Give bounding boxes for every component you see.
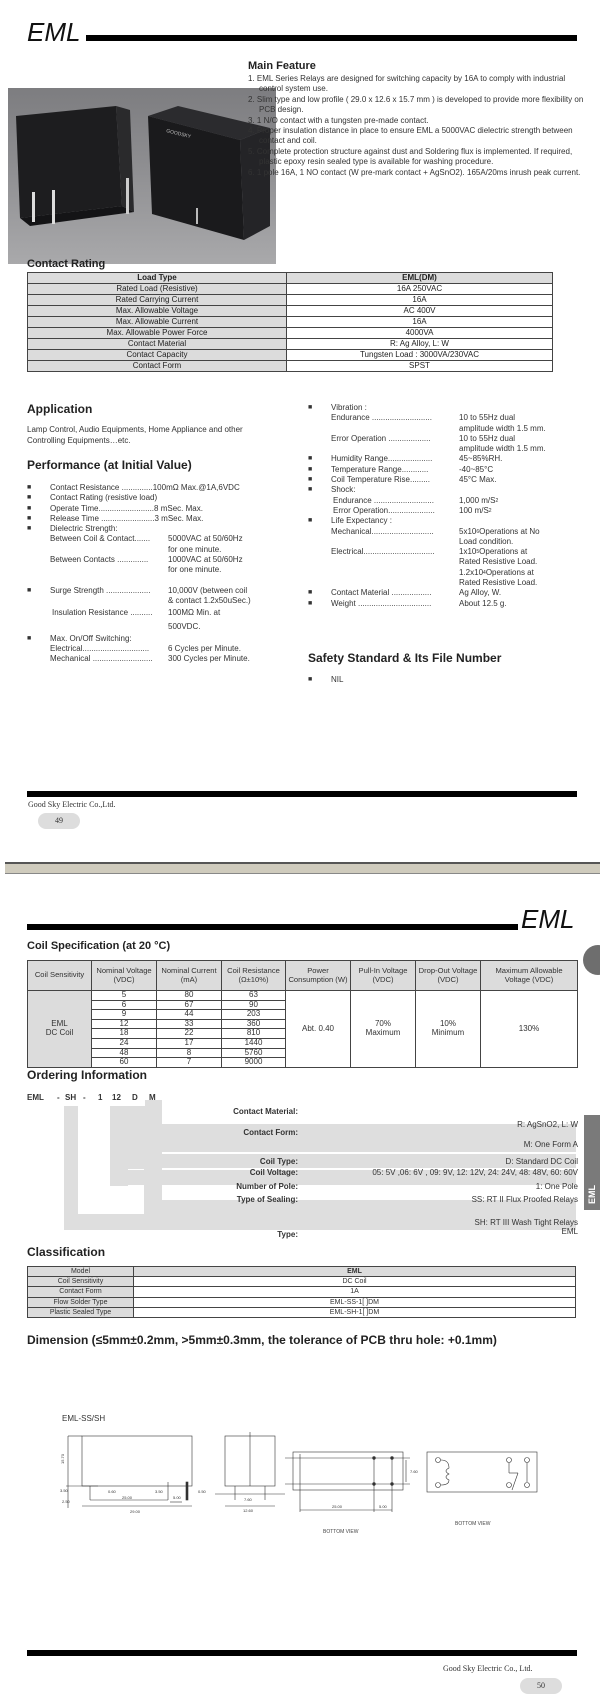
main-feature-heading: Main Feature bbox=[248, 60, 316, 72]
bullet-icon: ■ bbox=[308, 476, 313, 484]
table-header-row bbox=[28, 961, 578, 991]
company-name: Good Sky Electric Co., Ltd. bbox=[443, 1664, 533, 1673]
bullet-icon: ■ bbox=[27, 634, 32, 642]
bullet-icon: ■ bbox=[27, 504, 32, 512]
spec-value: 10,000V (between coil bbox=[168, 585, 248, 595]
bullet-icon: ■ bbox=[27, 484, 32, 491]
spec-row bbox=[308, 557, 593, 567]
spec-value: 1,000 m/S bbox=[459, 495, 496, 505]
bottom-view-label: BOTTOM VIEW bbox=[455, 1521, 491, 1527]
resistance-cell: 63 bbox=[222, 991, 286, 1001]
row-value: DC Coil bbox=[134, 1277, 576, 1287]
classification-table bbox=[27, 1266, 576, 1318]
spec-label: Max. On/Off Switching: bbox=[50, 633, 132, 643]
spec-value: 5000VAC at 50/60Hz bbox=[168, 534, 243, 544]
dim-d2: 3.50 bbox=[155, 1489, 163, 1494]
order-field-value: SS: RT II Flux Proofed Relays bbox=[471, 1195, 578, 1204]
resistance-cell: 90 bbox=[222, 1000, 286, 1010]
resistance-cell: 360 bbox=[222, 1019, 286, 1029]
coil-sensitivity-cell bbox=[28, 991, 92, 1068]
classification-heading: Classification bbox=[27, 1245, 106, 1259]
environment-specs bbox=[308, 403, 593, 609]
schematic-outline bbox=[427, 1452, 537, 1492]
table-row bbox=[28, 361, 553, 372]
voltage-cell: 48 bbox=[92, 1048, 157, 1058]
spec-label: Endurance ........................... bbox=[331, 413, 432, 423]
spec-label: Between Coil & Contact....... bbox=[50, 534, 151, 544]
spec-row bbox=[27, 654, 297, 664]
dim-w-pitch: 7.60 bbox=[244, 1497, 252, 1502]
dim-length: 29.00 bbox=[130, 1509, 141, 1514]
table-row bbox=[28, 306, 553, 317]
row-key: Max. Allowable Power Force bbox=[28, 328, 287, 339]
spec-row bbox=[308, 527, 593, 537]
dim-bv-d: 5.00 bbox=[379, 1504, 387, 1509]
ordering-heading: Ordering Information bbox=[27, 1068, 147, 1082]
footer-rule bbox=[27, 1650, 577, 1656]
page-title: EML bbox=[27, 17, 81, 47]
spec-row bbox=[27, 534, 297, 544]
superscript: 2 bbox=[495, 497, 499, 504]
table-row bbox=[28, 295, 553, 306]
spec-value: 5x10 bbox=[459, 526, 477, 536]
bullet-icon: ■ bbox=[27, 525, 32, 533]
spec-label: Contact Rating (resistive load) bbox=[50, 493, 158, 503]
current-cell: 7 bbox=[157, 1058, 222, 1068]
table-row bbox=[28, 1267, 576, 1277]
bullet-icon: ■ bbox=[308, 517, 313, 525]
spec-value: About 12.5 g. bbox=[459, 598, 507, 608]
spec-row bbox=[308, 537, 593, 547]
row-key: Plastic Sealed Type bbox=[28, 1307, 134, 1317]
order-code-contact: M bbox=[149, 1093, 156, 1102]
spec-label: Electrical.............................. bbox=[50, 644, 150, 654]
header-cell: Maximum Allowable Voltage (VDC) bbox=[481, 961, 578, 991]
spec-value: 1x10 bbox=[459, 547, 477, 557]
spec-value: 10 to 55Hz dual bbox=[459, 433, 516, 443]
spec-row bbox=[308, 424, 593, 434]
header-cell: Coil Resistance (Ω±10%) bbox=[222, 961, 286, 991]
spec-value: 6 Cycles per Minute. bbox=[168, 644, 241, 654]
row-key: Coil Sensitivity bbox=[28, 1277, 134, 1287]
spec-value: Operations at bbox=[479, 547, 528, 557]
spec-label: Vibration : bbox=[331, 403, 367, 412]
spec-value: Ag Alloy, W. bbox=[459, 588, 502, 598]
table-row bbox=[28, 284, 553, 295]
feature-item: 1. EML Series Relays are designed for switching capacity by 16A to comply with industrial control system use. bbox=[248, 74, 566, 94]
spec-row bbox=[27, 545, 297, 555]
application-text: Lamp Control, Audio Equipments, Home Appliance and other Controlling Equipments…etc. bbox=[27, 425, 243, 445]
page-number: 49 bbox=[38, 813, 80, 829]
dim-d3: 5.00 bbox=[173, 1495, 181, 1500]
row-value: EML bbox=[134, 1267, 576, 1277]
table-row bbox=[28, 1287, 576, 1297]
drop-out-value: Minimum bbox=[431, 1027, 465, 1037]
table-header-row bbox=[28, 273, 553, 284]
order-field-label: Type of Sealing: bbox=[236, 1195, 298, 1204]
current-cell: 33 bbox=[157, 1019, 222, 1029]
spec-row bbox=[27, 634, 297, 644]
spec-value: & contact 1.2x50uSec.) bbox=[168, 595, 251, 605]
connector-bar bbox=[64, 1106, 78, 1230]
spec-label: Humidity Range.................... bbox=[331, 454, 433, 464]
pull-in-value: 70% bbox=[374, 1019, 391, 1029]
spec-value: 100mΩ Max.@1A,6VDC bbox=[152, 483, 240, 492]
relay-photo bbox=[8, 88, 276, 264]
spec-value: 300 Cycles per Minute. bbox=[168, 654, 250, 664]
row-value: Tungsten Load : 3000VA/230VAC bbox=[287, 350, 553, 361]
spec-row bbox=[308, 547, 593, 557]
main-feature bbox=[248, 60, 588, 178]
svg-text:GOODSKY: GOODSKY bbox=[165, 128, 192, 141]
bullet-icon: ■ bbox=[308, 455, 313, 463]
bullet-icon: ■ bbox=[308, 599, 313, 607]
row-value: 16A 250VAC bbox=[287, 284, 553, 295]
header-cell: Coil Sensitivity bbox=[28, 961, 92, 991]
current-cell: 8 bbox=[157, 1048, 222, 1058]
current-cell: 67 bbox=[157, 1000, 222, 1010]
spec-value: 100MΩ Min. at bbox=[168, 608, 221, 618]
row-key: Rated Load (Resistive) bbox=[28, 284, 287, 295]
spec-row bbox=[308, 599, 593, 609]
spec-value: 500VDC. bbox=[168, 621, 201, 631]
order-code-sealing: SH bbox=[65, 1093, 77, 1102]
spec-label: Between Contacts .............. bbox=[50, 555, 149, 565]
bottom-view-outline bbox=[293, 1452, 403, 1490]
spec-row bbox=[308, 516, 593, 526]
row-key: Flow Solder Type bbox=[28, 1297, 134, 1307]
bullet-icon: ■ bbox=[27, 514, 32, 522]
dim-height: 15.70 bbox=[60, 1453, 65, 1464]
feature-item: 5. Complete protection structure against dust and Soldering flux is implemented. If required, plastic epoxy resin sealed type is available for washing procedure. bbox=[248, 146, 573, 167]
row-key: Contact Form bbox=[28, 361, 287, 372]
spec-value: Rated Resistive Load. bbox=[459, 557, 538, 567]
bullet-icon: ■ bbox=[308, 486, 313, 494]
bottom-view-label: BOTTOM VIEW bbox=[323, 1529, 359, 1535]
order-field-label: Coil Type: bbox=[259, 1157, 298, 1166]
spec-label: Shock: bbox=[331, 485, 356, 495]
spec-row bbox=[27, 483, 297, 493]
spec-label: Weight ................................. bbox=[331, 598, 432, 608]
header-cell: Pull-In Voltage (VDC) bbox=[351, 961, 416, 991]
voltage-cell: 6 bbox=[92, 1000, 157, 1010]
superscript: 6 bbox=[476, 528, 480, 535]
order-field-value: M: One Form A bbox=[523, 1140, 578, 1149]
dim-bv-pitch: 25.00 bbox=[332, 1504, 343, 1509]
superscript: 5 bbox=[476, 549, 480, 556]
order-field-value: R: AgSnO2, L: W bbox=[517, 1120, 578, 1129]
spec-row bbox=[308, 465, 593, 475]
spec-label: Release Time ........................ bbox=[50, 513, 155, 523]
row-key: Contact Capacity bbox=[28, 350, 287, 361]
row-key: Model bbox=[28, 1267, 134, 1277]
spec-row bbox=[27, 596, 297, 606]
spec-label: Surge Strength .................... bbox=[50, 585, 151, 595]
row-value: R: Ag Alloy, L: W bbox=[287, 339, 553, 350]
order-code-dash: - bbox=[57, 1093, 60, 1102]
order-field-label: Number of Pole: bbox=[236, 1182, 298, 1191]
resistance-cell: 5760 bbox=[222, 1048, 286, 1058]
table-row bbox=[28, 317, 553, 328]
spec-row bbox=[308, 578, 593, 588]
page-separator bbox=[5, 862, 600, 874]
row-value: 1A bbox=[134, 1287, 576, 1297]
safety-list bbox=[308, 675, 343, 685]
spec-value: 100 m/S bbox=[459, 505, 489, 515]
feature-item: 4. Proper insulation distance in place to ensure EML a 5000VAC dielectric strength between contact and coil. bbox=[248, 126, 573, 146]
spec-row bbox=[308, 413, 593, 423]
dimension-heading: Dimension (≤5mm±0.2mm, >5mm±0.3mm, the tolerance of PCB thru hole: +0.1mm) bbox=[27, 1333, 497, 1347]
spec-value: -40~85°C bbox=[459, 464, 494, 474]
order-code-voltage: 12 bbox=[112, 1093, 121, 1102]
spec-value: for one minute. bbox=[168, 565, 222, 575]
contact-rating-heading: Contact Rating bbox=[27, 258, 106, 270]
spec-row bbox=[27, 504, 297, 514]
bullet-icon: ■ bbox=[308, 465, 313, 473]
dim-d1: 0.60 bbox=[108, 1489, 116, 1494]
header-cell: Nominal Current (mA) bbox=[157, 961, 222, 991]
safety-value: NIL bbox=[331, 675, 344, 684]
voltage-cell: 5 bbox=[92, 991, 157, 1001]
spec-value: Operations at bbox=[485, 567, 534, 577]
table-row bbox=[28, 1297, 576, 1307]
dim-pitch: 25.00 bbox=[122, 1495, 133, 1500]
spec-label: Mechanical ........................... bbox=[50, 654, 153, 664]
current-cell: 17 bbox=[157, 1038, 222, 1048]
spec-value: 1000VAC at 50/60Hz bbox=[168, 555, 243, 565]
sensitivity-line: DC Coil bbox=[45, 1027, 74, 1037]
side-tab-label: EML bbox=[587, 1185, 597, 1204]
voltage-cell: 24 bbox=[92, 1038, 157, 1048]
current-cell: 44 bbox=[157, 1010, 222, 1020]
spec-row bbox=[27, 565, 297, 575]
table-row bbox=[28, 991, 578, 1001]
spec-value: Operations at No bbox=[479, 526, 540, 536]
dimension-drawing bbox=[60, 1430, 580, 1520]
spec-row bbox=[308, 568, 593, 578]
spec-row bbox=[308, 496, 593, 506]
spec-row bbox=[27, 644, 297, 654]
spec-row bbox=[308, 485, 593, 495]
spec-row bbox=[308, 444, 593, 454]
row-value: AC 400V bbox=[287, 306, 553, 317]
dim-width: 12.60 bbox=[243, 1508, 254, 1513]
row-key: Max. Allowable Current bbox=[28, 317, 287, 328]
row-value: SPST bbox=[287, 361, 553, 372]
power-cell: Abt. 0.40 bbox=[286, 991, 351, 1068]
resistance-cell: 9000 bbox=[222, 1058, 286, 1068]
performance-list bbox=[27, 483, 297, 665]
spec-value: 1.2x10 bbox=[459, 567, 484, 577]
order-field-value: 05: 5V ,06: 6V , 09: 9V, 12: 12V, 24: 24V, 48: 48V, 60: 60V bbox=[372, 1168, 578, 1177]
order-field-label: Contact Form: bbox=[243, 1128, 298, 1137]
resistance-cell: 810 bbox=[222, 1029, 286, 1039]
relay-photo-image bbox=[8, 88, 276, 264]
spec-row bbox=[308, 403, 593, 413]
title-rule bbox=[27, 924, 518, 930]
superscript: 2 bbox=[488, 507, 492, 514]
bullet-icon: ■ bbox=[27, 494, 32, 502]
order-field-value: D: Standard DC Coil bbox=[505, 1157, 578, 1166]
coil-spec-heading: Coil Specification (at 20 °C) bbox=[27, 940, 171, 952]
row-value: 16A bbox=[287, 295, 553, 306]
spec-value: 8 mSec. Max. bbox=[154, 503, 203, 513]
spec-value: Rated Resistive Load. bbox=[459, 578, 538, 588]
voltage-cell: 60 bbox=[92, 1058, 157, 1068]
footer-rule bbox=[27, 791, 577, 797]
spec-row bbox=[308, 434, 593, 444]
spec-label: Contact Resistance .............. bbox=[50, 483, 153, 492]
spec-label: Temperature Range............ bbox=[331, 464, 429, 474]
dim-d4: 0.50 bbox=[198, 1489, 206, 1494]
spec-row bbox=[308, 675, 343, 685]
spec-row bbox=[27, 608, 297, 618]
page-title: EML bbox=[521, 904, 575, 934]
title-rule bbox=[86, 35, 577, 41]
row-value: 16A bbox=[287, 317, 553, 328]
performance-heading: Performance (at Initial Value) bbox=[27, 458, 192, 472]
dim-pin: 3.50 bbox=[60, 1488, 68, 1493]
header-cell: Nominal Voltage (VDC) bbox=[92, 961, 157, 991]
safety-heading: Safety Standard & Its File Number bbox=[308, 651, 502, 665]
row-value: EML-SH-1[ ]DM bbox=[134, 1307, 576, 1317]
spec-value: 45~85%RH. bbox=[459, 454, 503, 464]
order-field-label: Type: bbox=[277, 1230, 298, 1239]
spec-value: 10 to 55Hz dual bbox=[459, 413, 516, 423]
order-code-pole: 1 bbox=[98, 1093, 103, 1102]
spec-label: Dielectric Strength: bbox=[50, 524, 118, 534]
spec-value: 45°C Max. bbox=[459, 475, 497, 485]
side-tab bbox=[584, 1115, 600, 1210]
feature-item: 2. Slim type and low profile ( 29.0 x 12.6 x 15.7 mm ) is developed to provide more flexibility on PCB design. bbox=[248, 94, 584, 115]
contact-rating-table bbox=[27, 272, 553, 372]
spec-label: Insulation Resistance .......... bbox=[52, 608, 153, 618]
spec-value: for one minute. bbox=[168, 544, 222, 554]
row-value: EML-SS-1[ ]DM bbox=[134, 1297, 576, 1307]
spec-label: Life Expectancy : bbox=[331, 516, 392, 526]
max-voltage-cell: 130% bbox=[481, 991, 578, 1068]
current-cell: 80 bbox=[157, 991, 222, 1001]
order-code-coil-type: D bbox=[132, 1093, 138, 1102]
feature-item: 3. 1 N/O contact with a tungsten pre-made contact. bbox=[248, 115, 429, 125]
current-cell: 22 bbox=[157, 1029, 222, 1039]
application-heading: Application bbox=[27, 402, 93, 416]
bullet-icon: ■ bbox=[308, 589, 313, 597]
spec-label: Error Operation..................... bbox=[333, 505, 435, 515]
spec-label: Error Operation ................... bbox=[331, 433, 431, 443]
voltage-cell: 9 bbox=[92, 1010, 157, 1020]
page-number: 50 bbox=[520, 1678, 562, 1694]
bullet-icon: ■ bbox=[308, 676, 313, 683]
resistance-cell: 1440 bbox=[222, 1038, 286, 1048]
sensitivity-line: EML bbox=[51, 1019, 68, 1029]
side-view-outline bbox=[82, 1436, 192, 1486]
header-cell: EML(DM) bbox=[287, 273, 553, 284]
spec-label: Contact Material .................. bbox=[331, 588, 432, 598]
spec-value: 3 mSec. Max. bbox=[154, 513, 204, 523]
company-name: Good Sky Electric Co.,Ltd. bbox=[28, 800, 116, 809]
order-field-value: SH: RT III Wash Tight Relays bbox=[474, 1218, 578, 1227]
dim-left-offset: 2.50 bbox=[62, 1499, 70, 1504]
table-row bbox=[28, 350, 553, 361]
feature-item: 6. 1 pole 16A, 1 NO contact (W pre-mark contact + AgSnO2). 165A/20ms inrush peak current. bbox=[248, 167, 581, 177]
spec-row bbox=[27, 586, 297, 596]
voltage-cell: 12 bbox=[92, 1019, 157, 1029]
spec-label: Electrical................................ bbox=[331, 547, 435, 557]
spec-row bbox=[27, 524, 297, 534]
order-field-value: EML bbox=[561, 1227, 578, 1236]
drop-out-cell bbox=[416, 991, 481, 1068]
spec-value: Load condition. bbox=[459, 536, 514, 546]
order-code-series: EML bbox=[27, 1093, 44, 1102]
bullet-icon: ■ bbox=[308, 404, 313, 411]
spec-row bbox=[27, 514, 297, 524]
spec-row bbox=[308, 454, 593, 464]
table-row bbox=[28, 328, 553, 339]
order-field-label: Coil Voltage: bbox=[249, 1168, 298, 1177]
header-cell: Load Type bbox=[28, 273, 287, 284]
dim-bv-w: 7.60 bbox=[410, 1469, 418, 1474]
row-key: Rated Carrying Current bbox=[28, 295, 287, 306]
header-cell: Drop-Out Voltage (VDC) bbox=[416, 961, 481, 991]
bullet-icon: ■ bbox=[27, 586, 32, 594]
spec-row bbox=[27, 493, 297, 503]
row-key: Max. Allowable Voltage bbox=[28, 306, 287, 317]
order-field-value: 1: One Pole bbox=[535, 1182, 578, 1191]
spec-row bbox=[308, 588, 593, 598]
coil-spec-table bbox=[27, 960, 578, 1068]
pull-in-cell bbox=[351, 991, 416, 1068]
table-row bbox=[28, 1277, 576, 1287]
spec-value: amplitude width 1.5 mm. bbox=[459, 444, 546, 454]
table-row bbox=[28, 1307, 576, 1317]
spec-row bbox=[27, 622, 297, 632]
table-row bbox=[28, 339, 553, 350]
spec-row bbox=[308, 506, 593, 516]
spec-value: amplitude width 1.5 mm. bbox=[459, 423, 546, 433]
spec-row bbox=[308, 475, 593, 485]
drop-out-value: 10% bbox=[439, 1019, 456, 1029]
corner-tab-decoration bbox=[583, 945, 600, 975]
resistance-cell: 203 bbox=[222, 1010, 286, 1020]
voltage-cell: 18 bbox=[92, 1029, 157, 1039]
spec-row bbox=[27, 555, 297, 565]
header-cell: Power Consumption (W) bbox=[286, 961, 351, 991]
spec-label: Mechanical............................ bbox=[331, 526, 434, 536]
row-key: Contact Form bbox=[28, 1287, 134, 1297]
spec-label: Endurance ........................... bbox=[333, 495, 434, 505]
dimension-model: EML-SS/SH bbox=[62, 1414, 106, 1423]
order-code-dash: - bbox=[83, 1093, 86, 1102]
order-field-label: Contact Material: bbox=[233, 1107, 298, 1116]
pull-in-value: Maximum bbox=[365, 1027, 401, 1037]
row-key: Contact Material bbox=[28, 339, 287, 350]
row-value: 4000VA bbox=[287, 328, 553, 339]
spec-label: Operate Time......................... bbox=[50, 503, 155, 513]
spec-label: Coil Temperature Rise......... bbox=[331, 475, 430, 485]
superscript: 4 bbox=[483, 569, 486, 576]
